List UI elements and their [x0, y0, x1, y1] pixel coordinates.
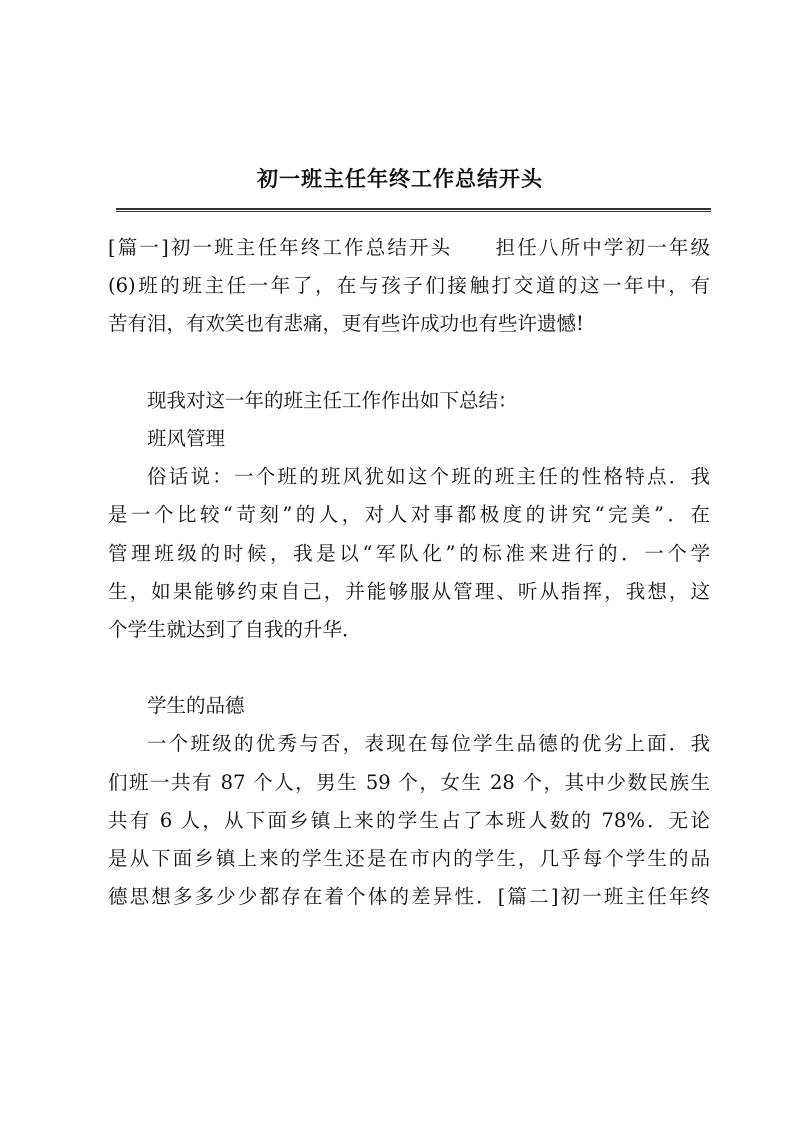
paragraph-line: 们班一共有 87 个人，男生 59 个，女生 28 个，其中少数民族生	[108, 770, 710, 794]
document-title: 初一班主任年终工作总结开头	[257, 166, 543, 191]
paragraph-line: 俗话说：一个班的班风犹如这个班的班主任的性格特点．我	[147, 465, 710, 489]
paragraph-line: 是从下面乡镇上来的学生还是在市内的学生，几乎每个学生的品	[108, 847, 710, 870]
paragraph-line: 是一个比较“苛刻”的人，对人对事都极度的讲究“完美”．在	[108, 503, 710, 527]
section-heading: 学生的品德	[147, 694, 245, 718]
paragraph-line: (6)班的班主任一年了，在与孩子们接触打交道的这一年中，有	[108, 274, 710, 298]
paragraph-line: 德思想多多少少都存在着个体的差异性．[篇二]初一班主任年终	[108, 885, 710, 909]
section-heading: 班风管理	[147, 426, 226, 450]
divider-thin-line	[116, 211, 711, 212]
divider-thick-line	[116, 208, 711, 210]
paragraph-line: 现我对这一年的班主任工作作出如下总结：	[147, 388, 518, 412]
paragraph-line: 个学生就达到了自我的升华．	[108, 617, 362, 641]
paragraph-gap	[108, 344, 710, 382]
paragraph-line: 共有 6 人，从下面乡镇上来的学生占了本班人数的 78%．无论	[108, 808, 710, 832]
document-body	[108, 229, 710, 916]
paragraph-line: 一个班级的优秀与否，表现在每位学生品德的优劣上面．我	[147, 732, 710, 756]
paragraph-line: 管理班级的时候，我是以“军队化”的标准来进行的．一个学	[108, 541, 710, 565]
title-divider	[116, 208, 711, 213]
paragraph-line: [篇一]初一班主任年终工作总结开头 担任八所中学初一年级	[108, 236, 710, 259]
paragraph-line: 苦有泪，有欢笑也有悲痛，更有些许成功也有些许遗憾!	[108, 312, 584, 336]
paragraph-gap	[108, 649, 710, 687]
paragraph-line: 生，如果能够约束自己，并能够服从管理、听从指挥，我想，这	[108, 579, 710, 603]
